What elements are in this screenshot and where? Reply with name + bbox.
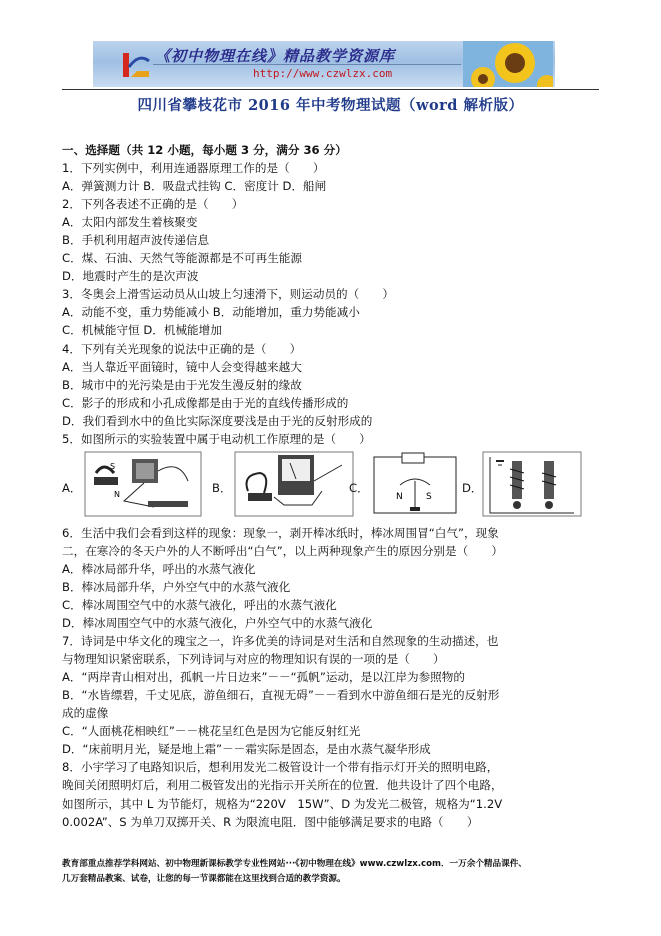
question-4-option-b: B．城市中的光污染是由于光发生漫反射的缘故 bbox=[62, 377, 302, 392]
question-2-option-a: A．太阳内部发生着核聚变 bbox=[62, 215, 198, 230]
site-banner bbox=[93, 41, 555, 87]
question-4-option-a: A．当人靠近平面镜时，镜中人会变得越来越大 bbox=[62, 359, 302, 374]
question-2-stem: 2．下列各表述不正确的是（ ） bbox=[62, 197, 244, 212]
site-logo-icon bbox=[119, 47, 153, 81]
figure-a-generator-icon bbox=[84, 451, 202, 517]
question-7-stem-line2: 与物理知识紧密联系，下列诗词与对应的物理知识有误的一项的是（ ） bbox=[62, 652, 445, 667]
svg-text:S: S bbox=[426, 491, 432, 502]
question-8-stem-line4: 0.002A”、S 为单刀双掷开关、R 为限流电阻．图中能够满足要求的电路（ ） bbox=[62, 814, 479, 829]
page-title: 四川省攀枝花市 2016 年中考物理试题（word 解析版） bbox=[137, 97, 524, 114]
question-8-stem-line1: 8．小宇学习了电路知识后，想利用发光二极管设计一个带有指示灯开关的照明电路， bbox=[62, 760, 499, 775]
question-4-option-c: C．影子的形成和小孔成像都是由于光的直线传播形成的 bbox=[62, 395, 349, 410]
header-rule bbox=[62, 89, 599, 90]
question-3-stem: 3．冬奥会上滑雪运动员从山坡上匀速滑下，则运动员的（ ） bbox=[62, 287, 395, 302]
svg-text:N: N bbox=[114, 489, 120, 499]
svg-text:S: S bbox=[110, 461, 116, 471]
footer-line-1: 教育部重点推荐学科网站、初中物理新课标教学专业性网站···《初中物理在线》www.czwlzx.com．一万余个精品课件、 bbox=[62, 859, 527, 869]
question-7-option-c: C．“人面桃花相映红”－－桃花呈红色是因为它能反射红光 bbox=[62, 724, 361, 739]
question-7-option-a: A．“两岸青山相对出，孤帆一片日边来”－－“孤帆”运动，是以江岸为参照物的 bbox=[62, 670, 465, 685]
question-7-stem-line1: 7．诗词是中华文化的瑰宝之一，许多优美的诗词是对生活和自然现象的生动描述，也 bbox=[62, 634, 499, 649]
question-8-stem-line2: 晚间关闭照明灯后，利用二极管发出的光指示开关所在的位置．他共设计了四个电路， bbox=[62, 778, 503, 793]
question-4-stem: 4．下列有关光现象的说法中正确的是（ ） bbox=[62, 341, 302, 356]
question-6-option-c: C．棒冰周围空气中的水蒸气液化，呼出的水蒸气液化 bbox=[62, 597, 337, 612]
sunflower-icon bbox=[463, 41, 553, 87]
figure-a-label: A． bbox=[62, 480, 82, 495]
question-6-option-d: D．棒冰周围空气中的水蒸气液化，户外空气中的水蒸气液化 bbox=[62, 616, 373, 631]
question-6-stem-line1: 6．生活中我们会看到这样的现象：现象一，剥开棒冰纸时，棒冰周围冒“白气”，现象 bbox=[62, 525, 499, 540]
question-5-stem: 5．如图所示的实验装置中属于电动机工作原理的是（ ） bbox=[62, 431, 371, 446]
question-6-option-a: A．棒冰局部升华，呼出的水蒸气液化 bbox=[62, 561, 256, 576]
figure-d-electromagnet-icon bbox=[482, 451, 582, 517]
question-7-option-b: B．“水皆缥碧，千丈见底，游鱼细石，直视无碍”－－看到水中游鱼细石是光的反射形 bbox=[62, 688, 500, 703]
figure-c-motor-circuit-icon bbox=[370, 451, 460, 517]
figure-b-galvanometer-icon bbox=[234, 451, 354, 517]
question-1-stem: 1．下列实例中，利用连通器原理工作的是（ ） bbox=[62, 161, 325, 176]
svg-text:N: N bbox=[396, 491, 403, 502]
question-8-stem-line3: 如图所示，其中 L 为节能灯，规格为“220V 15W”、D 为发光二极管，规格为“1.2V bbox=[62, 796, 503, 811]
footer-line-2: 几万套精品教案、试卷，让您的每一节课都能在这里找到合适的教学资源。 bbox=[62, 874, 346, 884]
question-4-option-d: D．我们看到水中的鱼比实际深度要浅是由于光的反射形成的 bbox=[62, 413, 373, 428]
figure-d-label: D． bbox=[462, 480, 483, 495]
section-heading: 一、选择题（共 12 小题，每小题 3 分，满分 36 分） bbox=[62, 143, 347, 157]
question-7-option-d: D．“床前明月光，疑是地上霜”－－霜实际是固态，是由水蒸气凝华形成 bbox=[62, 742, 431, 757]
question-3-options-cd: C．机械能守恒 D．机械能增加 bbox=[62, 323, 222, 338]
exam-content bbox=[62, 141, 602, 831]
banner-title: 《初中物理在线》精品教学资源库 bbox=[155, 47, 396, 65]
page-footer bbox=[62, 857, 602, 887]
figure-c-label: C． bbox=[349, 480, 369, 495]
question-3-options-ab: A．动能不变，重力势能减小 B．动能增加，重力势能减小 bbox=[62, 305, 360, 320]
question-2-option-d: D．地震时产生的是次声波 bbox=[62, 269, 199, 284]
question-6-option-b: B．棒冰局部升华，户外空气中的水蒸气液化 bbox=[62, 579, 291, 594]
question-6-stem-line2: 二，在寒冷的冬天户外的人不断呼出“白气”，以上两种现象产生的原因分别是（ ） bbox=[62, 543, 503, 558]
banner-url[interactable]: http://www.czwlzx.com bbox=[253, 67, 393, 80]
question-5-figures bbox=[62, 451, 602, 521]
question-7-option-b-cont: 成的虚像 bbox=[62, 706, 109, 721]
question-1-options: A．弹簧测力计 B．吸盘式挂钩 C．密度计 D．船闸 bbox=[62, 179, 327, 194]
figure-b-label: B． bbox=[212, 480, 232, 495]
question-2-option-c: C．煤、石油、天然气等能源都是不可再生能源 bbox=[62, 251, 302, 266]
question-2-option-b: B．手机利用超声波传递信息 bbox=[62, 233, 210, 248]
